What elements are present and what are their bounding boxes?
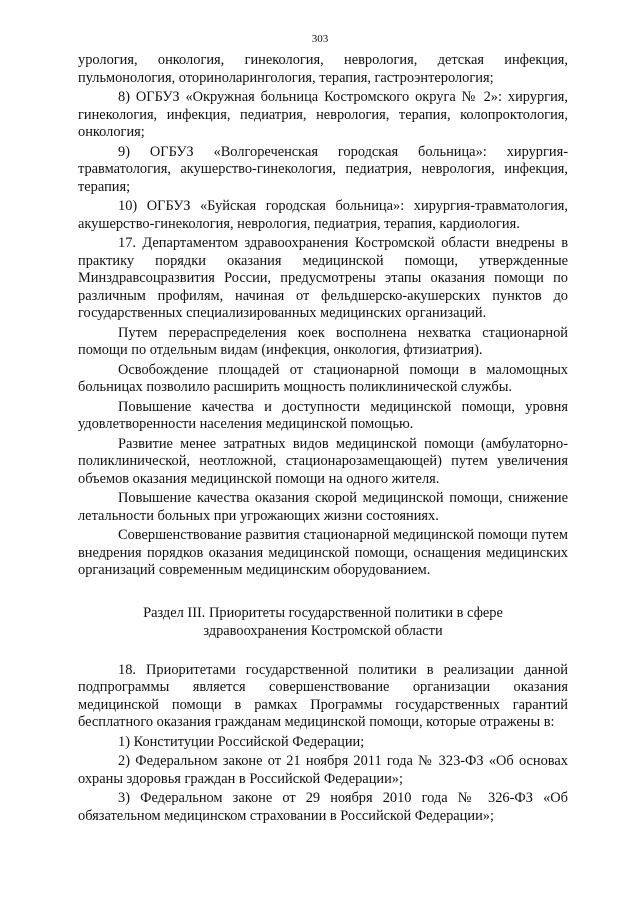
- section-heading-line-2: здравоохранения Костромской области: [203, 622, 443, 639]
- paragraph: 9) ОГБУЗ «Волгореченская городская больница»: хирургия-травматология, акушерство-гинекология, педиатрия, неврология, инфекция, терапия;: [78, 143, 568, 195]
- paragraph: 10) ОГБУЗ «Буйская городская больница»: хирургия-травматология, акушерство-гинекология, неврология, педиатрия, терапия, кардиология.: [78, 198, 568, 232]
- section-heading-line-1: Раздел III. Приоритеты государственной политики в сфере: [143, 604, 503, 621]
- paragraph: Развитие менее затратных видов медицинской помощи (амбулаторно-поликлинической, неотложной, стационарозамещающей) путем увеличения объемов оказания медицинской помощи на одного жителя.: [78, 435, 568, 487]
- paragraph: 17. Департаментом здравоохранения Костромской области внедрены в практику порядки оказания медицинской помощи, утвержденные Минздравсоцразвития России, предусмотрены этапы оказания помощи по различным профилям, начиная от фельдшерско-акушерских пунктов до государственных специализированных медицинских организаций.: [78, 235, 568, 321]
- list-item: 1) Конституции Российской Федерации;: [118, 733, 365, 750]
- paragraph: 18. Приоритетами государственной политики в реализации данной подпрограммы является совершенствование организации оказания медицинской помощи в рамках Программы государственных гарантий бесплатного оказания гражданам медицинской помощи, которые отражены в:: [78, 661, 568, 730]
- paragraph: 8) ОГБУЗ «Окружная больница Костромского округа № 2»: хирургия, гинекология, инфекция, педиатрия, неврология, терапия, колопроктология, онкология;: [78, 89, 568, 140]
- paragraph: Повышение качества и доступности медицинской помощи, уровня удовлетворенности населения медицинской помощью.: [78, 398, 568, 432]
- section-heading: [78, 604, 568, 640]
- paragraphs-bottom: [78, 662, 568, 826]
- page-number: 303: [311, 33, 329, 45]
- list-item: 2) Федеральном законе от 21 ноября 2011 года № 323-ФЗ «Об основах охраны здоровья граждан в Российской Федерации»;: [78, 753, 568, 787]
- paragraph: Путем перераспределения коек восполнена нехватка стационарной помощи по отдельным видам (инфекция, онкология, фтизиатрия).: [78, 324, 568, 358]
- paragraph: Повышение качества оказания скорой медицинской помощи, снижение летальности больных при угрожающих жизни состояниях.: [78, 490, 568, 524]
- paragraph: Освобождение площадей от стационарной помощи в маломощных больницах позволило расширить мощность поликлинической службы.: [78, 361, 568, 395]
- paragraph: урология, онкология, гинекология, неврология, детская инфекция, пульмонология, оториноларингология, терапия, гастроэнтерология;: [78, 52, 568, 86]
- document-body: [78, 52, 568, 825]
- list-item: 3) Федеральном законе от 29 ноября 2010 года № 326-ФЗ «Об обязательном медицинском страховании в Российской Федерации»;: [78, 790, 568, 824]
- paragraphs-top: [78, 52, 568, 580]
- paragraph: Совершенствование развития стационарной медицинской помощи путем внедрения порядков оказания медицинской помощи, оснащения медицинских организаций современным медицинским оборудованием.: [78, 527, 568, 578]
